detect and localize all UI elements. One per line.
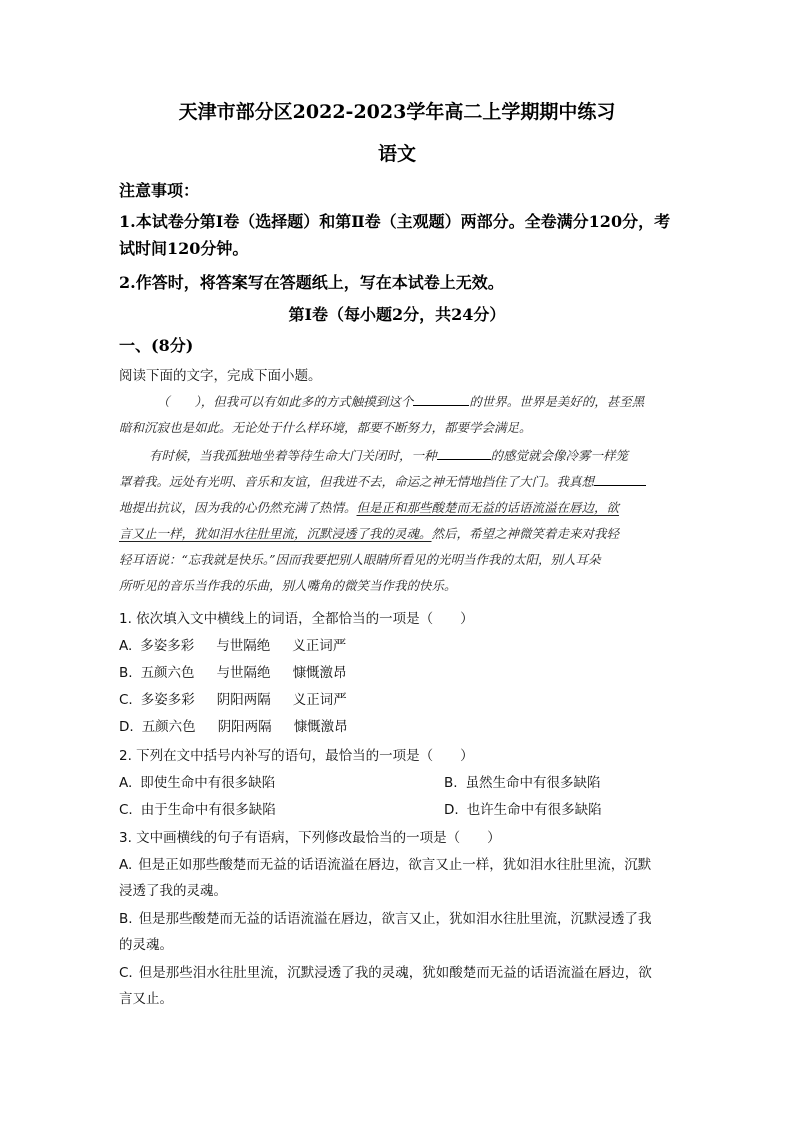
exam-title: 天津市部分区2022-2023学年高二上学期期中练习 bbox=[178, 101, 616, 123]
option-label: A. bbox=[119, 775, 133, 791]
option-label: A. bbox=[119, 638, 133, 654]
question-3-option-b-cont: 的灵魂。 bbox=[119, 937, 173, 953]
option-text: 也许生命中有很多缺陷 bbox=[466, 802, 602, 818]
question-3-option-a-cont: 浸透了我的灵魂。 bbox=[119, 883, 227, 899]
option-word: 与世隔绝 bbox=[216, 665, 271, 681]
option-word: 慷慨激昂 bbox=[293, 719, 348, 735]
option-word: 五颜六色 bbox=[141, 719, 196, 735]
question-1-option-a bbox=[119, 635, 368, 657]
passage-line: 所听见的音乐当作我的乐曲，别人嘴角的微笑当作我的快乐。 bbox=[119, 578, 457, 593]
question-3-option-c-cont: 言又止。 bbox=[119, 991, 173, 1007]
option-label: A. bbox=[119, 857, 133, 873]
option-word: 多姿多彩 bbox=[140, 692, 195, 708]
underlined-sentence: 但是正和那些酸楚而无益的话语流溢在唇边，欲 bbox=[356, 500, 620, 515]
option-word: 五颜六色 bbox=[140, 665, 195, 681]
option-label: D. bbox=[119, 719, 134, 735]
underlined-sentence: 言又止一样，犹如泪水往肚里流，沉默浸透了我的灵魂。 bbox=[119, 526, 432, 541]
question-2-option-c bbox=[119, 799, 276, 821]
notice-item-2: 2.作答时，将答案写在答题纸上，写在本试卷上无效。 bbox=[119, 273, 504, 292]
question-1-option-c bbox=[119, 689, 369, 711]
option-label: C. bbox=[119, 965, 133, 981]
option-word: 阴阳两隔 bbox=[217, 719, 272, 735]
passage-line bbox=[149, 445, 628, 467]
question-3-stem: 3. 文中画横线的句子有语病，下列修改最恰当的一项是（ ） bbox=[119, 830, 501, 846]
option-text: 但是那些泪水往肚里流，沉默浸透了我的灵魂，犹如酸楚而无益的话语流溢在唇边，欲 bbox=[138, 965, 652, 981]
passage-line bbox=[157, 391, 644, 413]
question-1-option-d bbox=[119, 716, 370, 738]
option-text: 由于生命中有很多缺陷 bbox=[140, 802, 276, 818]
passage-text: 的感觉就会像冷雾一样笼 bbox=[490, 448, 629, 463]
passage-line bbox=[119, 523, 619, 545]
passage-text: （ ），但我可以有如此多的方式触摸到这个 bbox=[157, 394, 414, 409]
notice-item-1-line-1: 1.本试卷分第Ⅰ卷（选择题）和第Ⅱ卷（主观题）两部分。全卷满分120分，考 bbox=[119, 212, 671, 231]
option-word: 义正词严 bbox=[292, 692, 347, 708]
option-label: C. bbox=[119, 692, 133, 708]
question-3-option-b bbox=[119, 908, 652, 930]
passage-text: 地提出抗议，因为我的心仍然充满了热情。 bbox=[119, 500, 357, 515]
passage-text: 的世界。世界是美好的，甚至黑 bbox=[469, 394, 645, 409]
passage-line bbox=[119, 497, 619, 519]
option-text: 但是那些酸楚而无益的话语流溢在唇边，欲言又止，犹如泪水往肚里流，沉默浸透了我 bbox=[138, 911, 652, 927]
notice-item-1-line-2: 试时间120分钟。 bbox=[119, 239, 249, 258]
option-label: B. bbox=[119, 911, 133, 927]
passage-text: 罩着我。远处有光明、音乐和友谊，但我进不去，命运之神无情地挡住了大门。我真想 bbox=[119, 474, 595, 489]
question-3-option-c bbox=[119, 962, 652, 984]
option-text: 但是正如那些酸楚而无益的话语流溢在唇边，欲言又止一样，犹如泪水往肚里流，沉默 bbox=[138, 857, 652, 873]
volume-1-heading: 第Ⅰ卷（每小题2分，共24分） bbox=[288, 305, 506, 324]
question-3-option-a bbox=[119, 854, 651, 876]
question-2-stem: 2. 下列在文中括号内补写的语句，最恰当的一项是（ ） bbox=[119, 748, 474, 764]
fill-blank bbox=[437, 447, 491, 460]
option-label: C. bbox=[119, 802, 133, 818]
fill-blank bbox=[594, 473, 646, 486]
passage-line: 暗和沉寂也是如此。无论处于什么样环境，都要不断努力，都要学会满足。 bbox=[119, 420, 532, 435]
passage-line bbox=[119, 471, 646, 493]
exam-subject: 语文 bbox=[377, 143, 416, 165]
option-word: 义正词严 bbox=[292, 638, 347, 654]
passage-text: 然后，希望之神微笑着走来对我轻 bbox=[431, 526, 620, 541]
option-label: D. bbox=[444, 802, 459, 818]
reading-instruction: 阅读下面的文字，完成下面小题。 bbox=[119, 368, 322, 384]
option-word: 与世隔绝 bbox=[216, 638, 271, 654]
option-text: 即使生命中有很多缺陷 bbox=[140, 775, 276, 791]
option-word: 阴阳两隔 bbox=[216, 692, 271, 708]
question-2-option-a bbox=[119, 772, 275, 794]
option-word: 多姿多彩 bbox=[140, 638, 195, 654]
question-1-stem: 1. 依次填入文中横线上的词语，全都恰当的一项是（ ） bbox=[119, 611, 474, 627]
passage-text: 有时候，当我孤独地坐着等待生命大门关闭时，一种 bbox=[149, 448, 437, 463]
option-word: 慷慨激昂 bbox=[292, 665, 347, 681]
notice-heading: 注意事项： bbox=[119, 181, 200, 200]
question-2-option-d bbox=[444, 799, 602, 821]
question-2-option-b bbox=[444, 772, 601, 794]
section-1-heading: 一、(8分) bbox=[119, 336, 194, 355]
option-label: B. bbox=[119, 665, 133, 681]
option-label: B. bbox=[444, 775, 458, 791]
passage-line: 轻耳语说：“忘我就是快乐。”因而我要把别人眼睛所看见的光明当作我的太阳，别人耳朵 bbox=[119, 552, 601, 567]
option-text: 虽然生命中有很多缺陷 bbox=[465, 775, 601, 791]
question-1-option-b bbox=[119, 662, 369, 684]
fill-blank bbox=[413, 393, 469, 406]
